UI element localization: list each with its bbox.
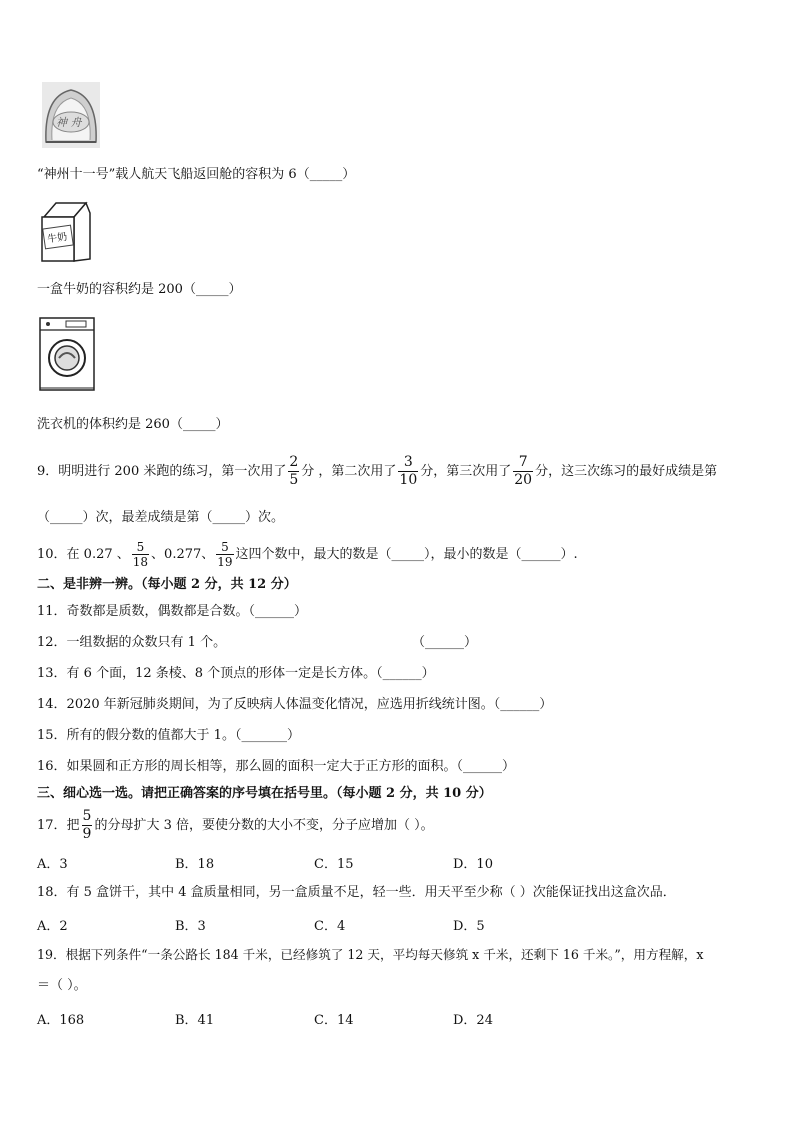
q10-text-c: 这四个数中，最大的数是（_____），最小的数是（______）. xyxy=(235,547,578,562)
q17-numerator: 5 xyxy=(82,808,92,824)
milk-carton-image xyxy=(38,199,94,263)
q19-option-c: C．14 xyxy=(314,1013,354,1028)
q19-option-d: D．24 xyxy=(453,1013,493,1028)
q9-fraction-3 xyxy=(513,454,533,489)
q19-option-a: A．168 xyxy=(37,1013,85,1028)
q10-text-b: 、0.277、 xyxy=(151,547,215,562)
q18: 18．有 5 盒饼干，其中 4 盒质量相同，另一盒质量不足，轻一些．用天平至少称（ ）次能保证找出这盒次品． xyxy=(37,885,676,900)
q10-f2-denominator: 19 xyxy=(217,555,233,569)
q17-line xyxy=(37,806,434,846)
q9-text-c: 分，第三次用了 xyxy=(420,464,512,479)
q19-line2: ＝（ ）。 xyxy=(37,978,87,993)
q9-fraction-1 xyxy=(288,454,299,489)
washing-machine-image xyxy=(38,314,98,392)
q17-denominator: 9 xyxy=(82,826,92,842)
q12-blank: （______） xyxy=(412,635,478,650)
q10-f1-denominator: 18 xyxy=(132,555,149,569)
q17-option-b: B．18 xyxy=(175,857,215,872)
q9-f3-numerator: 7 xyxy=(518,454,528,470)
q8-washer-item: 洗衣机的体积约是 260（_____） xyxy=(37,417,229,432)
q19-line1: 19．根据下列条件“一条公路长 184 千米，已经修筑了 12 天，平均每天修筑 x 千米，还剩下 16 千米。”，用方程解，x xyxy=(37,947,704,962)
q17-option-c: C．15 xyxy=(314,857,354,872)
q16: 16．如果圆和正方形的周长相等，那么圆的面积一定大于正方形的面积。（______） xyxy=(37,759,516,774)
q10-fraction-1 xyxy=(132,540,149,569)
q18-option-b: B．3 xyxy=(175,919,206,934)
q9-f1-numerator: 2 xyxy=(289,454,299,470)
q9-text-d: 分，这三次练习的最好成绩是第 xyxy=(535,464,718,479)
q19-option-b: B．41 xyxy=(175,1013,215,1028)
section-3-heading: 三、细心选一选。请把正确答案的序号填在括号里。（每小题 2 分，共 10 分） xyxy=(37,786,492,801)
q10-line xyxy=(37,538,578,572)
capsule-lettering: 神 舟 xyxy=(56,116,82,129)
q8-spaceship-item: “神州十一号”载人航天飞船返回舱的容积为 6（_____） xyxy=(37,167,356,182)
q17-option-a: A．3 xyxy=(37,857,68,872)
q8-milk-item: 一盒牛奶的容积约是 200（_____） xyxy=(37,282,242,297)
spaceship-capsule-image xyxy=(42,82,100,148)
q18-option-a: A．2 xyxy=(37,919,68,934)
section-2-heading: 二、是非辨一辨。（每小题 2 分，共 12 分） xyxy=(37,577,297,592)
q9-f2-denominator: 10 xyxy=(399,472,418,488)
q14: 14．2020 年新冠肺炎期间，为了反映病人体温变化情况，应选用折线统计图。（______） xyxy=(37,697,553,712)
q9-f2-numerator: 3 xyxy=(403,454,413,470)
q9-line1 xyxy=(37,452,717,492)
q17-option-d: D．10 xyxy=(453,857,493,872)
q9-line2: （_____）次，最差成绩是第（_____）次。 xyxy=(37,510,285,525)
q13: 13．有 6 个面，12 条棱、8 个顶点的形体一定是长方体。（______） xyxy=(37,666,435,681)
q9-text-a: 9．明明进行 200 米跑的练习，第一次用了 xyxy=(37,464,287,479)
q9-fraction-2 xyxy=(398,454,418,489)
q17-fraction xyxy=(82,808,93,843)
q9-text-b: 分 ，第二次用了 xyxy=(301,464,397,479)
q11: 11．奇数都是质数，偶数都是合数。（______） xyxy=(37,604,308,619)
q9-f1-denominator: 5 xyxy=(289,472,299,488)
q12-text: 12．一组数据的众数只有 1 个。 xyxy=(37,635,227,650)
q10-f2-numerator: 5 xyxy=(221,540,229,554)
q18-option-c: C．4 xyxy=(314,919,346,934)
q10-fraction-2 xyxy=(216,540,233,569)
q18-option-d: D．5 xyxy=(453,919,485,934)
q17-text-b: 的分母扩大 3 倍，要使分数的大小不变，分子应增加（ ）。 xyxy=(94,818,434,833)
milk-lettering: 牛奶 xyxy=(46,231,68,246)
q9-f3-denominator: 20 xyxy=(514,472,533,488)
q17-text-a: 17．把 xyxy=(37,818,80,833)
q15: 15．所有的假分数的值都大于 1。（_______） xyxy=(37,728,300,743)
q10-f1-numerator: 5 xyxy=(136,540,145,554)
q10-text-a: 10．在 0.27 、 xyxy=(37,547,130,562)
